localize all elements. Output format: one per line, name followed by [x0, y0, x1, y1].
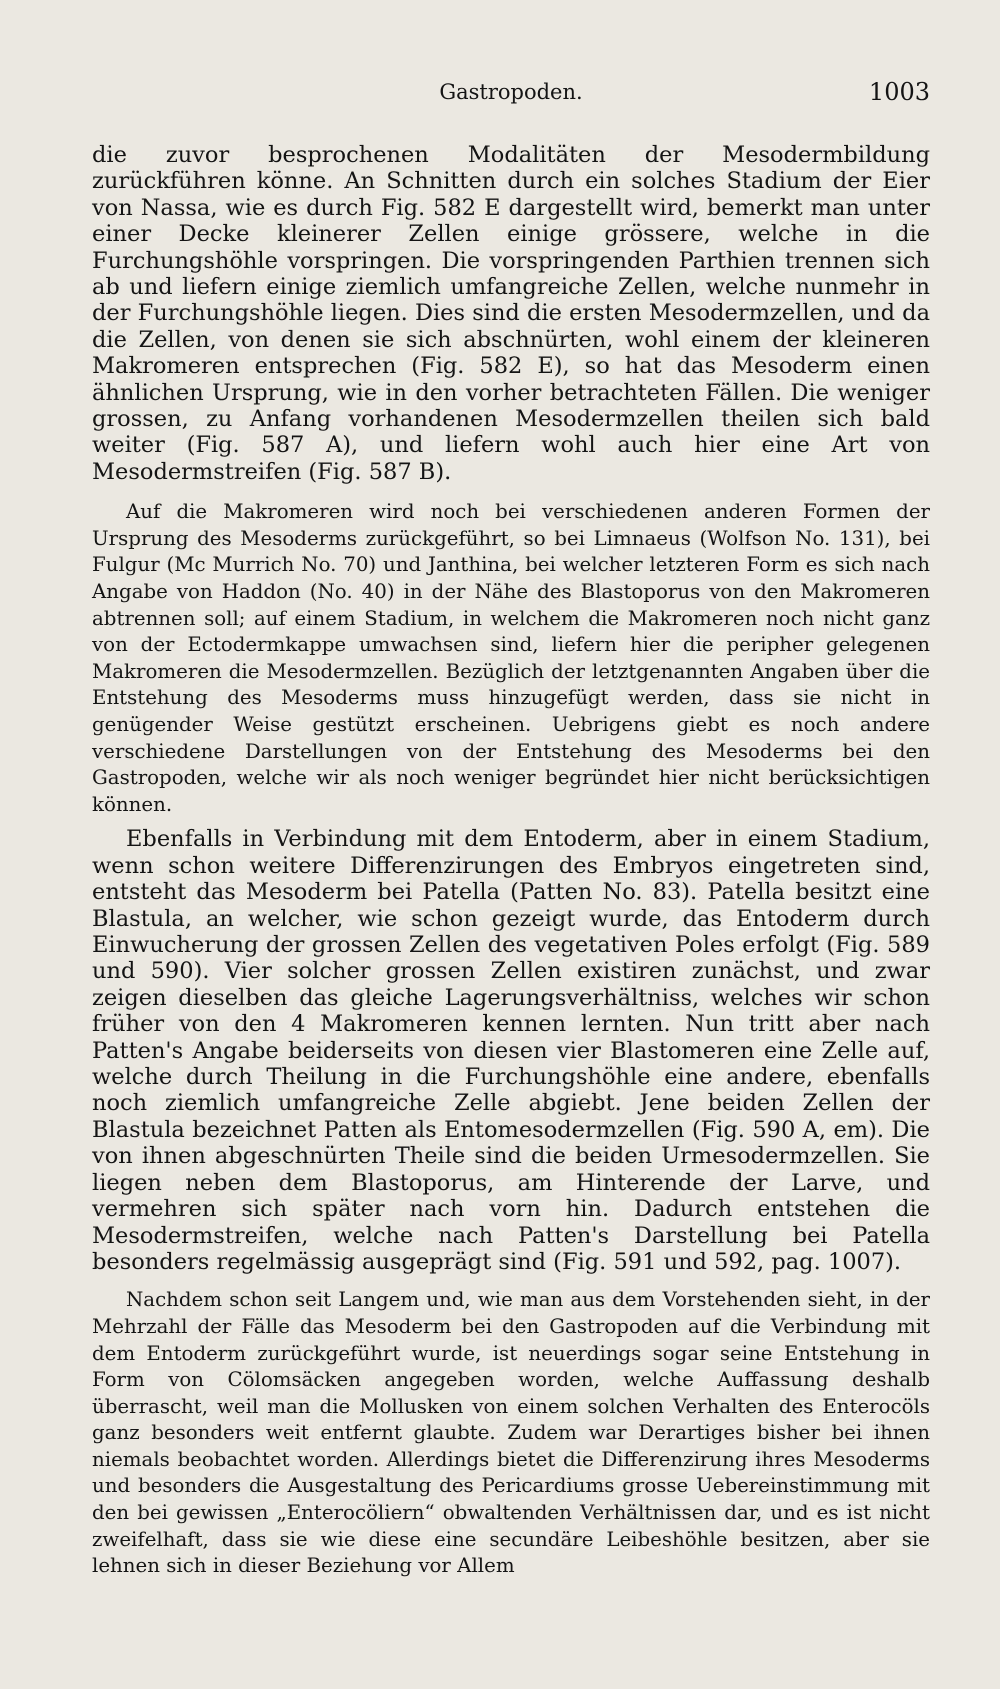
paragraph-coelom: Nachdem schon seit Langem und, wie man aus dem Vorstehenden sieht, in der Mehrzahl der Fälle das Mesoderm bei den Gastropoden auf die Verbindung mit dem Entoderm zurückgeführt wurde, ist neuerdings sogar seine Entstehung in Form von Cölomsäcken angegeben worden, welche Auffassung deshalb überrascht, weil man die Mollusken von einem solchen Verhalten des Enterocöls ganz besonders weit entfernt glaubte. Zudem war Derartiges bisher bei ihnen niemals beobachtet worden. Allerdings bietet die Differenzirung ihres Mesoderms und besonders die Ausgestaltung des Pericardiums grosse Uebereinstimmung mit den bei gewissen „Enterocöliern“ obwaltenden Verhältnissen dar, und es ist nicht zweifelhaft, dass sie wie diese eine secundäre Leibeshöhle besitzen, aber sie lehnen sich in dieser Beziehung vor Allem [92, 1288, 930, 1578]
paragraph-nassa: die zuvor besprochenen Modalitäten der Mesodermbildung zurückführen könne. An Schnitten durch ein solches Stadium der Eier von Nassa, wie es durch Fig. 582 E dargestellt wird, bemerkt man unter einer Decke kleinerer Zellen einige grössere, welche in die Furchungshöhle vorspringen. Die vorspringenden Parthien trennen sich ab und liefern einige ziemlich umfangreiche Zellen, welche nunmehr in der Furchungshöhle liegen. Dies sind die ersten Mesodermzellen, und da die Zellen, von denen sie sich abschnürten, wohl einem der kleineren Makromeren entsprechen (Fig. 582 E), so hat das Mesoderm einen ähnlichen Ursprung, wie in den vorher betrachteten Fällen. Die weniger grossen, zu Anfang vorhandenen Mesodermzellen theilen sich bald weiter (Fig. 587 A), und liefern wohl auch hier eine Art von Mesodermstreifen (Fig. 587 B). [92, 142, 930, 485]
paragraph-patella: Ebenfalls in Verbindung mit dem Entoderm, aber in einem Stadium, wenn schon weitere Differenzirungen des Embryos eingetreten sind, entsteht das Mesoderm bei Patella (Patten No. 83). Patella besitzt eine Blastula, an welcher, wie schon gezeigt wurde, das Entoderm durch Einwucherung der grossen Zellen des vegetativen Poles erfolgt (Fig. 589 und 590). Vier solcher grossen Zellen existiren zunächst, und zwar zeigen dieselben das gleiche Lagerungsverhältniss, welches wir schon früher von den 4 Makromeren kennen lernten. Nun tritt aber nach Patten's Angabe beiderseits von diesen vier Blastomeren eine Zelle auf, welche durch Theilung in die Furchungshöhle eine andere, ebenfalls noch ziemlich umfangreiche Zelle abgiebt. Jene beiden Zellen der Blastula bezeichnet Patten als Entomesodermzellen (Fig. 590 A, em). Die von ihnen abgeschnürten Theile sind die beiden Urmesodermzellen. Sie liegen neben dem Blastoporus, am Hinterende der Larve, und vermehren sich später nach vorn hin. Dadurch entstehen die Mesodermstreifen, welche nach Patten's Darstellung bei Patella besonders regelmässig ausgeprägt sind (Fig. 591 und 592, pag. 1007). [92, 826, 930, 1275]
running-title: Gastropoden. [439, 80, 583, 104]
page-number: 1003 [868, 78, 930, 106]
paragraph-makromeren: Auf die Makromeren wird noch bei verschiedenen anderen Formen der Ursprung des Mesoderms zurückgeführt, so bei Limnaeus (Wolfson No. 131), bei Fulgur (Mc Murrich No. 70) und Janthina, bei welcher letzteren Form es sich nach Angabe von Haddon (No. 40) in der Nähe des Blastoporus von den Makromeren abtrennen soll; auf einem Stadium, in welchem die Makromeren noch nicht ganz von der Ectodermkappe umwachsen sind, liefern hier die peripher gelegenen Makromeren die Mesodermzellen. Bezüglich der letztgenannten Angaben über die Entstehung des Mesoderms muss hinzugefügt werden, dass sie nicht in genügender Weise gestützt erscheinen. Uebrigens giebt es noch andere verschiedene Darstellungen von der Entstehung des Mesoderms bei den Gastropoden, welche wir als noch weniger begründet hier nicht berücksichtigen können. [92, 500, 930, 816]
body-text [92, 142, 930, 1580]
running-header [92, 78, 930, 118]
